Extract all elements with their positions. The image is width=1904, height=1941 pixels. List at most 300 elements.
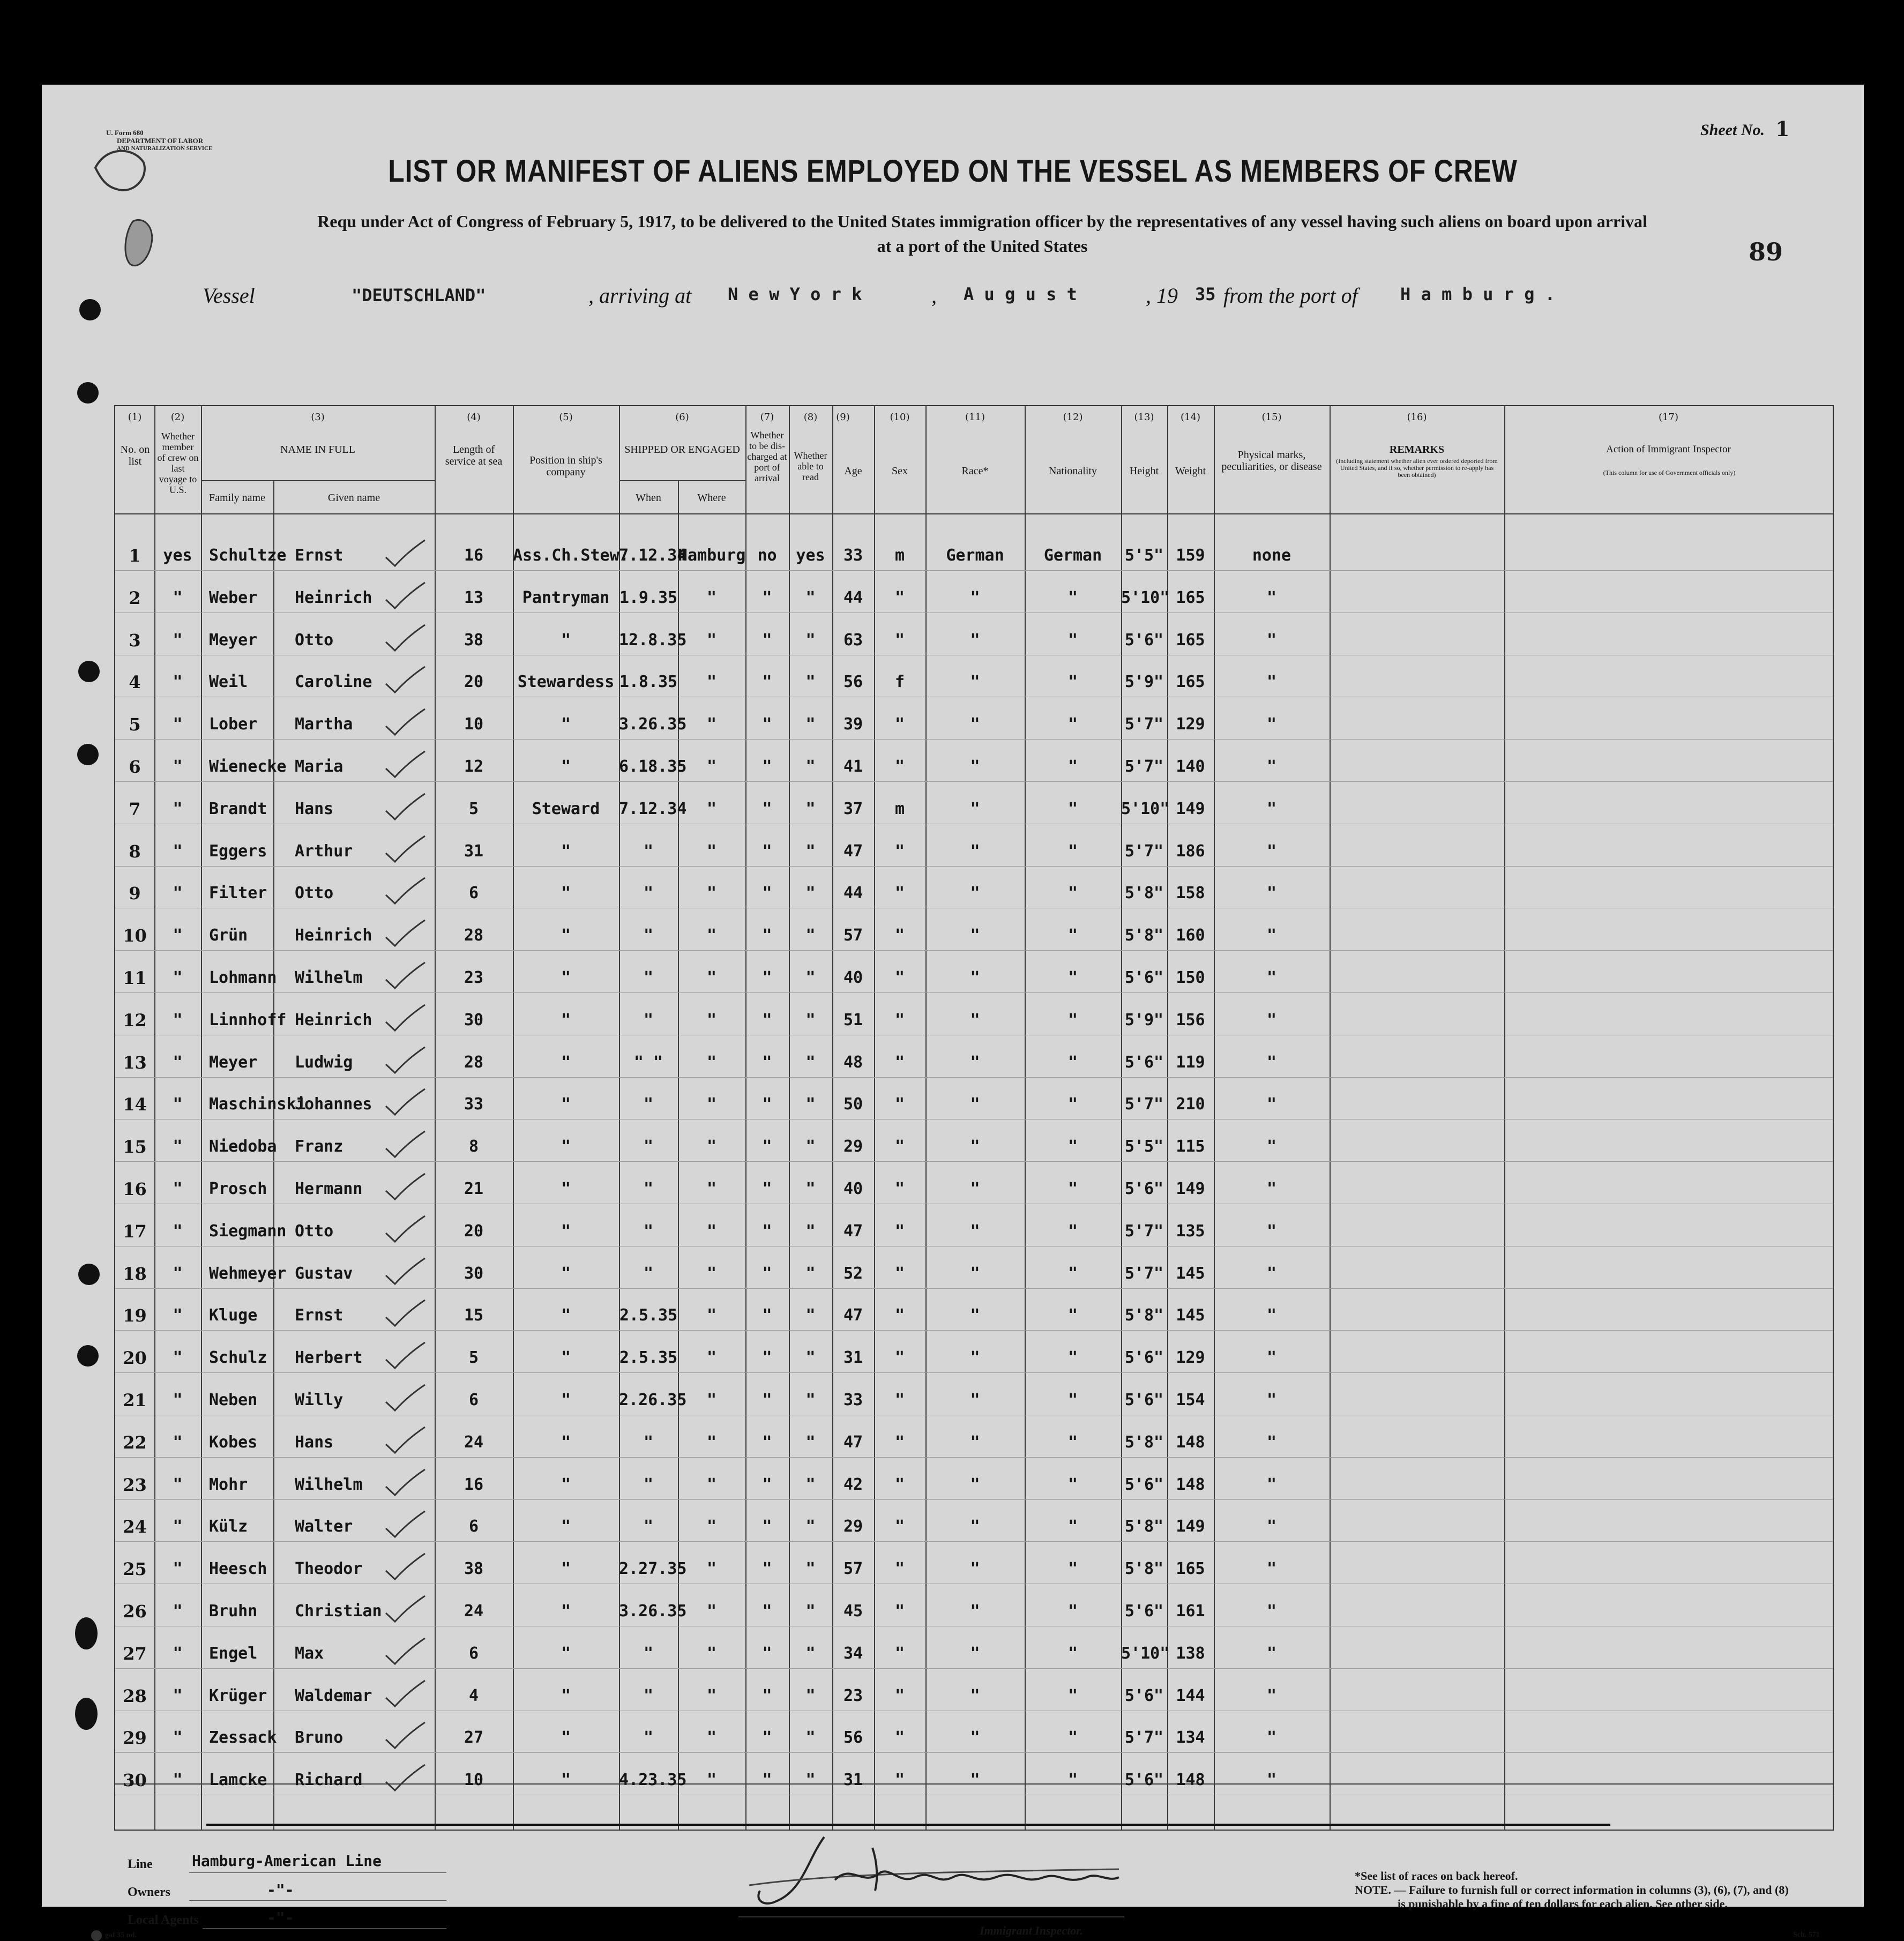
given-name-cell: Otto — [295, 630, 334, 650]
from-port-label: from the port of — [1223, 283, 1358, 308]
schedule-number: Sch. 571 — [1793, 1931, 1820, 1939]
length-service-cell: 8 — [468, 1137, 479, 1156]
family-name-cell: Kluge — [209, 1306, 258, 1325]
sex-cell: " — [894, 1432, 905, 1452]
sex-cell: " — [894, 1052, 905, 1072]
when-shipped-cell: " — [643, 841, 654, 861]
race-cell: " — [970, 1728, 980, 1748]
discharged-cell: " — [762, 757, 772, 776]
header-weight: Weight — [1175, 465, 1206, 477]
where-shipped-cell: " — [706, 715, 717, 734]
physical-marks-cell: " — [1266, 1602, 1277, 1621]
family-name-cell: Siegmann — [209, 1221, 287, 1241]
col-num-1: (1) — [128, 412, 142, 423]
weight-cell: 165 — [1176, 588, 1205, 607]
age-cell: 51 — [843, 1010, 863, 1029]
family-name-cell: Linnhoff — [209, 1010, 287, 1029]
when-shipped-cell: " — [643, 926, 654, 945]
race-cell: " — [970, 673, 980, 692]
col-num-7: (7) — [760, 412, 774, 423]
checkmark-icon — [383, 1510, 426, 1540]
age-cell: 29 — [843, 1137, 863, 1156]
height-cell: 5'6" — [1124, 1391, 1164, 1409]
race-cell: " — [970, 1306, 980, 1325]
height-cell: 5'6" — [1124, 1771, 1164, 1790]
member-crew-cell: " — [173, 1306, 183, 1325]
given-name-cell: Ernst — [295, 1306, 344, 1325]
nationality-cell: " — [1067, 1052, 1078, 1072]
checkmark-icon — [383, 877, 426, 907]
age-cell: 39 — [843, 715, 863, 734]
member-crew-cell: " — [173, 673, 183, 692]
nationality-cell: " — [1067, 1517, 1078, 1536]
sex-cell: m — [894, 799, 905, 818]
sheet-number-label: Sheet No. — [1700, 121, 1765, 139]
length-service-cell: 6 — [468, 1517, 479, 1536]
race-cell: " — [970, 926, 980, 945]
member-crew-cell: " — [173, 1095, 183, 1114]
header-age: Age — [844, 465, 862, 477]
nationality-cell: " — [1067, 1264, 1078, 1283]
sex-cell: " — [894, 588, 905, 607]
nationality-cell: " — [1067, 1771, 1078, 1790]
member-crew-cell: " — [173, 1644, 183, 1663]
weight-cell: 145 — [1176, 1306, 1205, 1325]
when-shipped-cell: 4.23.35 — [619, 1771, 687, 1790]
family-name-cell: Maschinski — [209, 1095, 306, 1114]
sex-cell: " — [894, 1771, 905, 1790]
height-cell: 5'6" — [1124, 968, 1164, 987]
position-cell: " — [561, 1686, 571, 1705]
nationality-cell: " — [1067, 1306, 1078, 1325]
race-cell: " — [970, 1095, 980, 1114]
checkmark-icon — [383, 1637, 426, 1667]
position-cell: Steward — [532, 799, 600, 818]
when-shipped-cell: " — [643, 1517, 654, 1536]
header-action-sub: (This column for use of Government officials only) — [1603, 469, 1736, 476]
from-port-value: H a m b u r g . — [1400, 284, 1555, 304]
table-row — [115, 1295, 1833, 1337]
family-name-cell: Külz — [209, 1517, 248, 1536]
age-cell: 40 — [843, 1179, 863, 1198]
age-cell: 31 — [843, 1771, 863, 1790]
nationality-cell: " — [1067, 715, 1078, 734]
immigrant-inspector-label: Immigrant Inspector. — [980, 1924, 1084, 1937]
col-num-15: (15) — [1261, 412, 1282, 423]
weight-cell: 186 — [1176, 841, 1205, 861]
race-cell: " — [970, 588, 980, 607]
given-name-cell: Hermann — [295, 1179, 363, 1198]
given-name-cell: Caroline — [295, 673, 372, 692]
table-row — [115, 1759, 1833, 1801]
col-num-4: (4) — [467, 412, 481, 423]
discharged-cell: " — [762, 1728, 772, 1748]
age-cell: 34 — [843, 1644, 863, 1663]
weight-cell: 149 — [1176, 799, 1205, 818]
weight-cell: 156 — [1176, 1010, 1205, 1029]
where-shipped-cell: " — [706, 757, 717, 776]
family-name-cell: Bruhn — [209, 1602, 258, 1621]
nationality-cell: " — [1067, 1179, 1078, 1198]
checkmark-icon — [383, 581, 426, 611]
family-name-cell: Meyer — [209, 630, 258, 650]
member-crew-cell: " — [173, 1602, 183, 1621]
position-cell: " — [561, 1221, 571, 1241]
row-number-cell: 17 — [123, 1221, 147, 1242]
sex-cell: " — [894, 1179, 905, 1198]
length-service-cell: 10 — [464, 1771, 484, 1790]
row-number-cell: 1 — [129, 546, 141, 566]
where-shipped-cell: " — [706, 1264, 717, 1283]
position-cell: " — [561, 1052, 571, 1072]
physical-marks-cell: " — [1266, 1221, 1277, 1241]
able-to-read-cell: " — [805, 1010, 816, 1029]
length-service-cell: 12 — [464, 757, 484, 776]
sex-cell: " — [894, 1517, 905, 1536]
subtitle — [133, 209, 1832, 258]
weight-cell: 148 — [1176, 1475, 1205, 1494]
subtitle-line-2: at a port of the United States — [877, 236, 1088, 256]
length-service-cell: 15 — [464, 1306, 484, 1325]
discharged-cell: " — [762, 841, 772, 861]
header-race: Race* — [961, 465, 989, 477]
race-cell: " — [970, 799, 980, 818]
family-name-cell: Heesch — [209, 1559, 267, 1579]
given-name-cell: Walter — [295, 1517, 353, 1536]
discharged-cell: " — [762, 1264, 772, 1283]
sex-cell: " — [894, 1686, 905, 1705]
checkmark-icon — [383, 666, 426, 696]
sex-cell: m — [894, 546, 905, 565]
sex-cell: " — [894, 1306, 905, 1325]
owners-label: Owners — [128, 1885, 170, 1899]
col-num-6: (6) — [675, 412, 689, 423]
age-cell: 41 — [843, 757, 863, 776]
header-when: When — [636, 492, 661, 504]
weight-cell: 150 — [1176, 968, 1205, 987]
discharged-cell: " — [762, 1602, 772, 1621]
age-cell: 33 — [843, 546, 863, 565]
physical-marks-cell: " — [1266, 1010, 1277, 1029]
weight-cell: 115 — [1176, 1137, 1205, 1156]
height-cell: 5'6" — [1124, 1602, 1164, 1621]
physical-marks-cell: " — [1266, 1095, 1277, 1114]
header-length-service: Length of service at sea — [445, 444, 503, 467]
member-crew-cell: " — [173, 1728, 183, 1748]
position-cell: " — [561, 884, 571, 903]
discharged-cell: " — [762, 1559, 772, 1579]
checkmark-icon — [383, 1426, 426, 1456]
where-shipped-cell: " — [706, 1052, 717, 1072]
position-cell: " — [561, 1728, 571, 1748]
height-cell: 5'9" — [1124, 673, 1164, 692]
member-crew-cell: " — [173, 1179, 183, 1198]
discharged-cell: " — [762, 630, 772, 650]
physical-marks-cell: " — [1266, 588, 1277, 607]
length-service-cell: 28 — [464, 1052, 484, 1072]
nationality-cell: " — [1067, 968, 1078, 987]
height-cell: 5'7" — [1124, 1095, 1164, 1114]
physical-marks-cell: " — [1266, 1559, 1277, 1579]
table-row — [115, 1211, 1833, 1252]
member-crew-cell: " — [173, 1686, 183, 1705]
punch-hole — [77, 744, 99, 765]
given-name-cell: Max — [295, 1644, 324, 1663]
where-shipped-cell: " — [706, 1686, 717, 1705]
sex-cell: " — [894, 1221, 905, 1241]
race-cell: " — [970, 1137, 980, 1156]
discharged-cell: " — [762, 884, 772, 903]
race-cell: " — [970, 1010, 980, 1029]
row-number-cell: 6 — [129, 757, 141, 777]
height-cell: 5'6" — [1124, 1686, 1164, 1705]
punch-hole — [77, 382, 99, 404]
checkmark-icon — [383, 1215, 426, 1245]
age-cell: 29 — [843, 1517, 863, 1536]
discharged-cell: " — [762, 799, 772, 818]
weight-cell: 149 — [1176, 1517, 1205, 1536]
given-name-cell: Maria — [295, 757, 344, 776]
length-service-cell: 5 — [468, 1348, 479, 1368]
checkmark-icon — [383, 539, 426, 569]
nationality-cell: " — [1067, 1686, 1078, 1705]
sex-cell: " — [894, 1602, 905, 1621]
weight-cell: 161 — [1176, 1602, 1205, 1621]
col-num-14: (14) — [1181, 412, 1200, 423]
when-shipped-cell: " — [643, 1264, 654, 1283]
when-shipped-cell: 6.18.35 — [619, 757, 687, 776]
length-service-cell: 5 — [468, 799, 479, 818]
table-row — [115, 704, 1833, 745]
family-name-cell: Niedoba — [209, 1137, 277, 1156]
header-action: Action of Immigrant Inspector — [1606, 444, 1731, 455]
given-name-cell: Martha — [295, 715, 353, 734]
sex-cell: " — [894, 926, 905, 945]
position-cell: " — [561, 1391, 571, 1409]
col-num-8: (8) — [803, 412, 818, 423]
checkmark-icon — [383, 624, 426, 654]
table-row — [115, 1253, 1833, 1295]
position-cell: " — [561, 841, 571, 861]
race-cell: " — [970, 1644, 980, 1663]
table-row — [115, 788, 1833, 830]
able-to-read-cell: " — [805, 630, 816, 650]
member-crew-cell: " — [173, 1771, 183, 1790]
able-to-read-cell: " — [805, 588, 816, 607]
discharged-cell: " — [762, 1432, 772, 1452]
race-cell: " — [970, 1686, 980, 1705]
sex-cell: " — [894, 715, 905, 734]
weight-cell: 165 — [1176, 673, 1205, 692]
checkmark-icon — [383, 1595, 426, 1625]
row-number-cell: 2 — [129, 587, 141, 608]
line-value: Hamburg-American Line — [192, 1852, 382, 1870]
when-shipped-cell: 3.26.35 — [619, 715, 687, 734]
able-to-read-cell: " — [805, 884, 816, 903]
checkmark-icon — [383, 1046, 426, 1076]
family-name-cell: Meyer — [209, 1052, 258, 1072]
family-name-cell: Lohmann — [209, 968, 277, 987]
table-row — [115, 872, 1833, 914]
given-name-cell: Hans — [295, 799, 334, 818]
length-service-cell: 31 — [464, 841, 484, 861]
nationality-cell: " — [1067, 1010, 1078, 1029]
age-cell: 45 — [843, 1602, 863, 1621]
length-service-cell: 20 — [464, 1221, 484, 1241]
family-name-cell: Lamcke — [209, 1771, 267, 1790]
nationality-cell: " — [1067, 1602, 1078, 1621]
family-name-cell: Zessack — [209, 1728, 277, 1748]
nationality-cell: " — [1067, 799, 1078, 818]
where-shipped-cell: " — [706, 1559, 717, 1579]
sex-cell: " — [894, 1095, 905, 1114]
discharged-cell: " — [762, 1137, 772, 1156]
when-shipped-cell: " — [643, 1221, 654, 1241]
subtitle-line-1: Requ under Act of Congress of February 5, 1917, to be delivered to the United States immigration officer by the representatives of any vessel having such aliens on board upon arrival — [317, 212, 1647, 231]
table-row — [115, 1379, 1833, 1421]
height-cell: 5'10" — [1121, 1644, 1170, 1663]
able-to-read-cell: " — [805, 1052, 816, 1072]
length-service-cell: 20 — [464, 673, 484, 692]
header-name-in-full: NAME IN FULL — [280, 444, 355, 456]
row-number-cell: 11 — [123, 968, 147, 988]
page-title: LIST OR MANIFEST OF ALIENS EMPLOYED ON THE VESSEL AS MEMBERS OF CREW — [388, 154, 1518, 189]
given-name-cell: Willy — [295, 1391, 344, 1409]
length-service-cell: 27 — [464, 1728, 484, 1748]
given-name-cell: Heinrich — [295, 1010, 372, 1029]
checkmark-icon — [383, 708, 426, 738]
able-to-read-cell: " — [805, 841, 816, 861]
position-cell: " — [561, 1137, 571, 1156]
table-row — [115, 1548, 1833, 1590]
sex-cell: " — [894, 1348, 905, 1368]
member-crew-cell: " — [173, 884, 183, 903]
age-cell: 40 — [843, 968, 863, 987]
checkmark-icon — [383, 1299, 426, 1329]
discharged-cell: " — [762, 673, 772, 692]
row-number-cell: 27 — [123, 1643, 147, 1664]
local-agents-value: -"- — [267, 1909, 294, 1927]
able-to-read-cell: " — [805, 1221, 816, 1241]
member-crew-cell: " — [173, 1559, 183, 1579]
height-cell: 5'6" — [1124, 1052, 1164, 1072]
nationality-cell: " — [1067, 1559, 1078, 1579]
height-cell: 5'8" — [1124, 926, 1164, 945]
length-service-cell: 6 — [468, 884, 479, 903]
member-crew-cell: " — [173, 588, 183, 607]
where-shipped-cell: " — [706, 799, 717, 818]
form-number: U. Form 680 — [106, 129, 144, 137]
weight-cell: 144 — [1176, 1686, 1205, 1705]
nationality-cell: " — [1067, 1137, 1078, 1156]
inspector-signature — [744, 1826, 1151, 1917]
punch-hole — [75, 1617, 98, 1649]
able-to-read-cell: " — [805, 1179, 816, 1198]
nationality-cell: " — [1067, 1348, 1078, 1368]
family-name-cell: Weil — [209, 673, 248, 692]
where-shipped-cell: " — [706, 1095, 717, 1114]
given-name-cell: Heinrich — [295, 926, 372, 945]
height-cell: 5'5" — [1124, 546, 1164, 565]
table-row — [115, 1084, 1833, 1125]
race-cell: " — [970, 1348, 980, 1368]
nationality-cell: " — [1067, 1221, 1078, 1241]
sex-cell: f — [894, 673, 905, 692]
table-row — [115, 746, 1833, 788]
owners-value: -"- — [267, 1881, 294, 1899]
where-shipped-cell: " — [706, 1475, 717, 1494]
weight-cell: 129 — [1176, 1348, 1205, 1368]
position-cell: " — [561, 926, 571, 945]
weight-cell: 148 — [1176, 1771, 1205, 1790]
discharged-cell: " — [762, 1052, 772, 1072]
race-cell: " — [970, 1432, 980, 1452]
member-crew-cell: " — [173, 715, 183, 734]
header-discharged: Whether to be dis-charged at port of arrival — [747, 430, 787, 483]
nationality-cell: " — [1067, 1475, 1078, 1494]
where-shipped-cell: " — [706, 630, 717, 650]
col-num-2: (2) — [170, 412, 185, 423]
table-row — [115, 1506, 1833, 1548]
when-shipped-cell: 12.8.35 — [619, 630, 687, 650]
family-name-cell: Krüger — [209, 1686, 267, 1705]
family-name-cell: Grün — [209, 926, 248, 945]
when-shipped-cell: " — [643, 968, 654, 987]
weight-cell: 154 — [1176, 1391, 1205, 1409]
given-name-cell: Christian — [295, 1602, 382, 1621]
when-shipped-cell: 1.8.35 — [619, 673, 678, 692]
when-shipped-cell: " — [643, 1179, 654, 1198]
given-name-cell: Ernst — [295, 546, 344, 565]
member-crew-cell: " — [173, 1010, 183, 1029]
length-service-cell: 13 — [464, 588, 484, 607]
age-cell: 33 — [843, 1391, 863, 1409]
arriving-port: N e w Y o r k — [728, 284, 862, 304]
length-service-cell: 4 — [468, 1686, 479, 1705]
given-name-cell: Richard — [295, 1771, 363, 1790]
nationality-cell: German — [1043, 546, 1102, 565]
row-number-cell: 23 — [123, 1474, 147, 1495]
table-row — [115, 1126, 1833, 1168]
family-name-cell: Prosch — [209, 1179, 267, 1198]
table-row — [115, 1717, 1833, 1759]
union-label-icon — [91, 1930, 102, 1941]
able-to-read-cell: " — [805, 1644, 816, 1663]
row-number-cell: 28 — [123, 1685, 147, 1706]
age-cell: 50 — [843, 1095, 863, 1114]
position-cell: " — [561, 757, 571, 776]
position-cell: Ass.Ch.Stew. — [513, 546, 629, 565]
height-cell: 5'6" — [1124, 1475, 1164, 1494]
table-row — [115, 619, 1833, 661]
position-cell: " — [561, 1432, 571, 1452]
given-name-cell: Johannes — [295, 1095, 372, 1114]
when-shipped-cell: 1.9.35 — [619, 588, 678, 607]
header-nationality: Nationality — [1049, 465, 1097, 477]
member-crew-cell: " — [173, 757, 183, 776]
able-to-read-cell: yes — [796, 546, 825, 565]
age-cell: 44 — [843, 588, 863, 607]
family-name-cell: Weber — [209, 588, 258, 607]
nationality-cell: " — [1067, 1095, 1078, 1114]
col-num-17: (17) — [1659, 412, 1678, 423]
given-name-cell: Waldemar — [295, 1686, 372, 1705]
given-name-cell: Theodor — [295, 1559, 363, 1579]
member-crew-cell: " — [173, 1137, 183, 1156]
where-shipped-cell: " — [706, 884, 717, 903]
row-number-cell: 24 — [123, 1517, 147, 1537]
row-number-cell: 25 — [123, 1559, 147, 1580]
